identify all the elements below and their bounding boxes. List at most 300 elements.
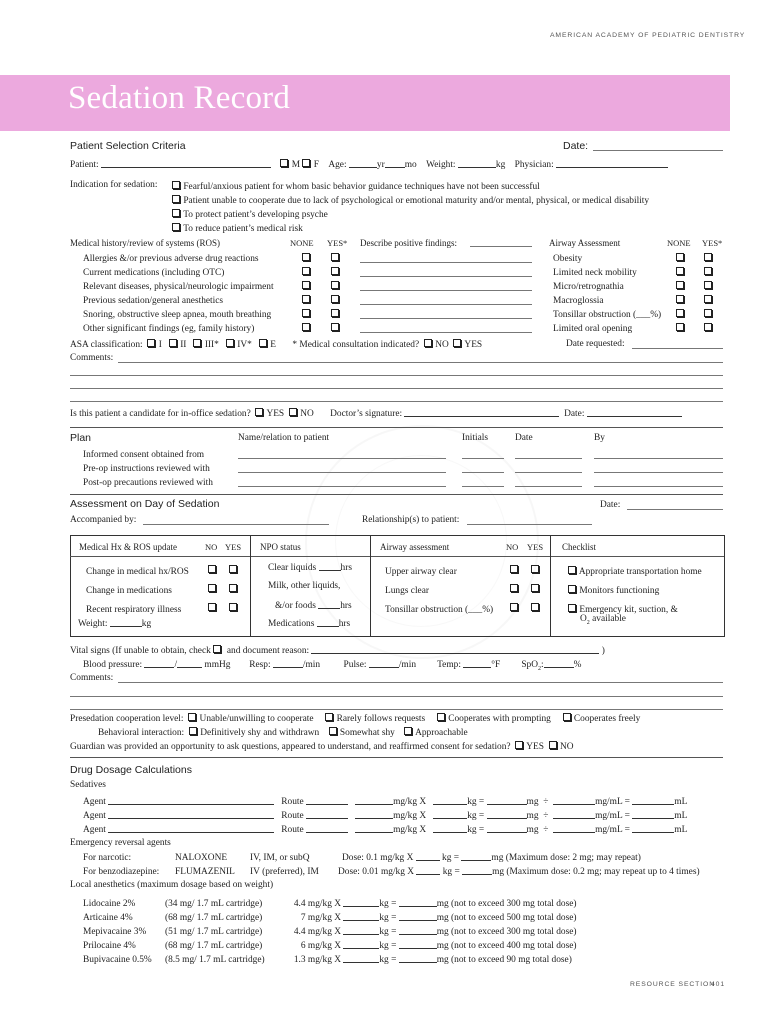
- divide-icon: ÷: [543, 811, 549, 821]
- bp-diastolic-field[interactable]: [177, 659, 202, 668]
- medhx-yes-checkbox[interactable]: [229, 584, 237, 592]
- asa-checkbox[interactable]: [147, 339, 155, 347]
- plan-name-field[interactable]: [238, 486, 446, 487]
- history-none-checkbox[interactable]: [302, 295, 310, 303]
- checklist-checkbox[interactable]: [568, 604, 576, 612]
- concentration-field[interactable]: [553, 824, 595, 833]
- plan-date-field[interactable]: [515, 486, 582, 487]
- airway-heading: Airway Assessment: [549, 238, 621, 248]
- local-name: Mepivacaine 3%: [83, 927, 147, 937]
- local-anesthetics-label: Local anesthetics (maximum dosage based on weight): [70, 880, 274, 890]
- local-dose: 7 mg/kg X: [300, 913, 341, 923]
- relationship-label: Relationship(s) to patient:: [362, 515, 460, 525]
- mgkgx-label: mg/kg X: [393, 811, 427, 821]
- airway-yes-checkbox[interactable]: [704, 267, 712, 275]
- airway-yes-checkboxes: [704, 252, 713, 336]
- route-label: Route: [281, 825, 304, 835]
- describe-field[interactable]: [470, 246, 532, 247]
- airway-none-checkbox[interactable]: [676, 267, 684, 275]
- asa-checkbox[interactable]: [169, 339, 177, 347]
- local-kg-field[interactable]: [343, 912, 379, 921]
- concentration-field[interactable]: [553, 796, 595, 805]
- plan-name-field[interactable]: [238, 472, 446, 473]
- local-limit: mg (not to exceed 90 mg total dose): [436, 955, 572, 965]
- local-limit: mg (not to exceed 300 mg total dose): [436, 927, 577, 937]
- kg-field[interactable]: [433, 810, 467, 819]
- assessment-airway-heading: Airway assessment: [380, 542, 450, 552]
- comments-line[interactable]: [70, 388, 723, 389]
- comments-label: Comments:: [70, 353, 114, 363]
- relationship-field[interactable]: [467, 524, 592, 525]
- reversal-label: Emergency reversal agents: [70, 838, 171, 848]
- airway-list: [553, 252, 661, 336]
- candidate-yes-checkbox[interactable]: [255, 408, 263, 416]
- local-kg-label: kg =: [379, 941, 397, 951]
- finding-line[interactable]: [360, 262, 532, 263]
- history-yes-header: YES*: [327, 238, 348, 248]
- sex-f-checkbox[interactable]: [302, 159, 310, 167]
- medhx-heading: Medical Hx & ROS update: [79, 542, 177, 552]
- mgml-eq-label: mg/mL =: [595, 797, 630, 807]
- behavior-checkbox[interactable]: [404, 727, 412, 735]
- guardian-label: Guardian was provided an opportunity to ask questions, appeared to understand, and reaffirmed consent for sedation?: [70, 742, 511, 752]
- comments-line[interactable]: [70, 375, 723, 376]
- presedation-option: Cooperates freely: [573, 714, 641, 724]
- airway-yes-header: YES*: [702, 238, 723, 248]
- history-none-checkbox[interactable]: [302, 253, 310, 261]
- doctor-signature-field[interactable]: [404, 408, 559, 417]
- spo2-field[interactable]: [544, 659, 574, 668]
- history-yes-checkbox[interactable]: [331, 295, 339, 303]
- spo2-label: SpO: [521, 660, 539, 670]
- local-dose: 6 mg/kg X: [300, 941, 341, 951]
- plan-row-label: Post-op precautions reviewed with: [83, 478, 213, 488]
- mg-field[interactable]: [487, 810, 527, 819]
- sex-m-checkbox[interactable]: [280, 159, 288, 167]
- checklist-checkbox[interactable]: [568, 585, 576, 593]
- section-divider: [70, 494, 723, 495]
- reversal-max: mg (Maximum dose: 0.2 mg; may repeat up to 4 times): [492, 867, 700, 877]
- temp-unit: °F: [491, 660, 501, 670]
- airway-none-checkbox[interactable]: [676, 323, 684, 331]
- medhx-no-checkbox[interactable]: [208, 584, 216, 592]
- o2-available: [580, 614, 626, 626]
- presedation-checkbox[interactable]: [437, 713, 445, 721]
- signature-date-label: Date:: [564, 409, 585, 419]
- page-title: Sedation Record: [68, 80, 291, 116]
- npo-field[interactable]: [318, 600, 340, 609]
- reversal-drug: NALOXONE: [175, 853, 228, 863]
- guardian-yes-checkbox[interactable]: [515, 741, 523, 749]
- plan-initials-field[interactable]: [462, 486, 504, 487]
- indication-list: [172, 180, 649, 236]
- dose-field[interactable]: [355, 824, 393, 833]
- consult-label: * Medical consultation indicated?: [292, 340, 420, 350]
- assessment-airway-no-checkbox[interactable]: [510, 565, 518, 573]
- reversal-kg-label: kg =: [442, 853, 460, 863]
- medhx-yes-header: YES: [225, 542, 242, 552]
- mg-field[interactable]: [487, 796, 527, 805]
- airway-item: Obesity: [553, 254, 583, 264]
- local-row: [83, 925, 577, 939]
- age-years-field[interactable]: [349, 159, 377, 168]
- mmhg-label: mmHg: [204, 660, 231, 670]
- agent-field[interactable]: [108, 810, 274, 819]
- concentration-field[interactable]: [553, 810, 595, 819]
- asa-checkbox[interactable]: [226, 339, 234, 347]
- vitals-reason-field[interactable]: [311, 645, 599, 654]
- consult-no-checkbox[interactable]: [424, 339, 432, 347]
- ml-field[interactable]: [632, 796, 674, 805]
- plan-initials-field[interactable]: [462, 458, 504, 459]
- date-field[interactable]: [593, 150, 723, 151]
- local-kg-label: kg =: [379, 955, 397, 965]
- assessment-airway-list: [385, 563, 493, 620]
- section-divider: [70, 757, 723, 758]
- asa-row: [70, 339, 482, 350]
- section-drug-dosage: Drug Dosage Calculations: [70, 764, 192, 776]
- ml-field[interactable]: [632, 810, 674, 819]
- presedation-checkbox[interactable]: [325, 713, 333, 721]
- assessment-airway-yes-header: YES: [527, 542, 544, 552]
- resp-label: Resp:: [249, 660, 271, 670]
- comments-field[interactable]: [118, 362, 723, 363]
- weight-field[interactable]: [458, 159, 496, 168]
- reversal-for: For benzodiazepine:: [83, 867, 160, 877]
- checklist-item[interactable]: [568, 582, 702, 601]
- local-kg-label: kg =: [379, 899, 397, 909]
- airway-none-checkbox[interactable]: [676, 295, 684, 303]
- guardian-yes-label: YES: [526, 742, 544, 752]
- history-list: [83, 252, 274, 336]
- asa-option: E: [270, 340, 276, 350]
- presedation-option: Rarely follows requests: [336, 714, 426, 724]
- plan-by-field[interactable]: [594, 472, 723, 473]
- assessment-airway-item: Upper airway clear: [385, 567, 457, 577]
- local-row: [83, 897, 577, 911]
- assessment-comments-field[interactable]: [118, 682, 723, 683]
- kg-field[interactable]: [433, 824, 467, 833]
- dose-field[interactable]: [355, 796, 393, 805]
- indication-checkbox[interactable]: [172, 223, 180, 231]
- mgkgx-label: mg/kg X: [393, 825, 427, 835]
- plan-date-field[interactable]: [515, 472, 582, 473]
- guardian-row: [70, 741, 574, 752]
- airway-yes-checkbox[interactable]: [704, 323, 712, 331]
- checklist-checkbox[interactable]: [568, 566, 576, 574]
- local-kg-field[interactable]: [343, 926, 379, 935]
- plan-col-name: Name/relation to patient: [238, 433, 330, 443]
- reversal-route: IV (preferred), IM: [250, 867, 319, 877]
- plan-by-field[interactable]: [594, 458, 723, 459]
- airway-none-checkbox[interactable]: [676, 253, 684, 261]
- local-mg-field[interactable]: [399, 940, 437, 949]
- describe-label: Describe positive findings:: [360, 238, 457, 248]
- checklist-item[interactable]: [568, 563, 702, 582]
- assessment-airway-no-checkbox[interactable]: [510, 603, 518, 611]
- plan-initials-field[interactable]: [462, 472, 504, 473]
- medhx-yes-checkbox[interactable]: [229, 565, 237, 573]
- indication-item[interactable]: [172, 180, 649, 194]
- accompanied-field[interactable]: [143, 524, 329, 525]
- candidate-row: [70, 408, 682, 419]
- mgml-eq-label: mg/mL =: [595, 811, 630, 821]
- assessment-date-label: Date:: [600, 500, 621, 510]
- airway-item: Micro/retrognathia: [553, 282, 624, 292]
- kg-eq-label: kg =: [467, 797, 485, 807]
- npo-item: [268, 618, 350, 629]
- reversal-kg-field[interactable]: [416, 866, 440, 875]
- dose-field[interactable]: [355, 810, 393, 819]
- finding-line[interactable]: [360, 304, 532, 305]
- route-field[interactable]: [306, 796, 348, 805]
- patient-name-field[interactable]: [101, 159, 271, 168]
- medhx-no-checkbox[interactable]: [208, 565, 216, 573]
- agent-label: Agent: [83, 811, 106, 821]
- checklist-text: Appropriate transportation home: [578, 567, 702, 577]
- date-label: Date:: [563, 140, 589, 152]
- local-limit: mg (not to exceed 400 mg total dose): [436, 941, 577, 951]
- local-name: Articaine 4%: [83, 913, 133, 923]
- behavior-checkbox[interactable]: [189, 727, 197, 735]
- history-yes-checkbox[interactable]: [331, 323, 339, 331]
- history-none-checkbox[interactable]: [302, 281, 310, 289]
- route-field[interactable]: [306, 824, 348, 833]
- signature-date-field[interactable]: [587, 408, 682, 417]
- assessment-airway-yes-checkbox[interactable]: [531, 565, 539, 573]
- behavior-option: Definitively shy and withdrawn: [200, 728, 320, 738]
- airway-item: Limited neck mobility: [553, 268, 637, 278]
- finding-line[interactable]: [360, 318, 532, 319]
- local-mg-field[interactable]: [399, 926, 437, 935]
- reversal-max: mg (Maximum dose: 2 mg; may repeat): [491, 853, 641, 863]
- indication-text: To protect patient’s developing psyche: [183, 210, 328, 220]
- plan-col-initials: Initials: [462, 433, 489, 443]
- reversal-kg-field[interactable]: [416, 852, 440, 861]
- reversal-mg-field[interactable]: [461, 852, 491, 861]
- indication-item[interactable]: [172, 208, 649, 222]
- resp-unit: /min: [302, 660, 321, 670]
- medhx-no-checkbox[interactable]: [208, 603, 216, 611]
- plan-by-field[interactable]: [594, 486, 723, 487]
- doctor-signature-label: Doctor’s signature:: [330, 409, 403, 419]
- airway-none-checkbox[interactable]: [676, 281, 684, 289]
- route-field[interactable]: [306, 810, 348, 819]
- agent-label: Agent: [83, 825, 106, 835]
- asa-option: I: [158, 340, 162, 350]
- assessment-airway-item: Lungs clear: [385, 586, 429, 596]
- airway-yes-checkbox[interactable]: [704, 295, 712, 303]
- asa-label: ASA classification:: [70, 340, 143, 350]
- local-mg-field[interactable]: [399, 912, 437, 921]
- npo-field[interactable]: [319, 562, 341, 571]
- assessment-airway-item: Tonsillar obstruction (___%): [385, 605, 494, 615]
- assessment-comments-line[interactable]: [70, 709, 723, 710]
- plan-name-field[interactable]: [238, 458, 446, 459]
- indication-text: Patient unable to cooperate due to lack of psychological or emotional maturity and/or mental, physical, or medical disability: [183, 196, 650, 206]
- assessment-date-field[interactable]: [627, 509, 723, 510]
- npo-item: [268, 562, 352, 573]
- reversal-mg-field[interactable]: [462, 866, 492, 875]
- plan-row-label: Pre-op instructions reviewed with: [83, 464, 210, 474]
- footer-section: RESOURCE SECTION: [630, 981, 716, 988]
- bp-systolic-field[interactable]: [144, 659, 174, 668]
- temp-label: Temp:: [437, 660, 461, 670]
- sedative-row: [83, 795, 687, 809]
- airway-yes-checkbox[interactable]: [704, 281, 712, 289]
- date-requested-field[interactable]: [632, 348, 723, 349]
- pulse-unit: /min: [398, 660, 417, 670]
- agent-field[interactable]: [108, 796, 274, 805]
- ml-field[interactable]: [632, 824, 674, 833]
- local-rows: [83, 897, 577, 967]
- airway-yes-checkbox[interactable]: [704, 309, 712, 317]
- history-none-checkbox[interactable]: [302, 309, 310, 317]
- history-item: Previous sedation/general anesthetics: [83, 296, 224, 306]
- mg-field[interactable]: [487, 824, 527, 833]
- reversal-route: IV, IM, or subQ: [250, 853, 310, 863]
- local-name: Lidocaine 2%: [83, 899, 136, 909]
- spo2-subscript: 2: [538, 665, 542, 672]
- history-none-checkbox[interactable]: [302, 323, 310, 331]
- section-divider: [70, 427, 723, 428]
- plan-date-field[interactable]: [515, 458, 582, 459]
- finding-line[interactable]: [360, 332, 532, 333]
- history-item: Relevant diseases, physical/neurologic impairment: [83, 282, 274, 292]
- asa-checkbox[interactable]: [259, 339, 267, 347]
- local-limit: mg (not to exceed 500 mg total dose): [436, 913, 577, 923]
- assessment-comments-line[interactable]: [70, 696, 723, 697]
- reversal-dose: Dose: 0.1 mg/kg X: [342, 853, 414, 863]
- candidate-no-checkbox[interactable]: [289, 408, 297, 416]
- assessment-airway-yes-checkbox[interactable]: [531, 603, 539, 611]
- page-number: 401: [711, 981, 726, 988]
- vitals-doc-label: and document reason:: [226, 646, 310, 656]
- agent-field[interactable]: [108, 824, 274, 833]
- plan-col-date: Date: [515, 433, 533, 443]
- vitals-unable-checkbox[interactable]: [213, 645, 221, 653]
- candidate-yes-label: YES: [266, 409, 285, 419]
- consult-yes-checkbox[interactable]: [453, 339, 461, 347]
- history-item: Other significant findings (eg, family history): [83, 324, 255, 334]
- npo-label: Medications: [268, 619, 315, 629]
- finding-line[interactable]: [360, 276, 532, 277]
- kg-field[interactable]: [433, 796, 467, 805]
- behavior-label: Behavioral interaction:: [98, 728, 185, 738]
- assessment-weight-field[interactable]: [110, 618, 142, 627]
- assessment-airway-no-checkbox[interactable]: [510, 584, 518, 592]
- assessment-airway-no-header: NO: [506, 542, 519, 552]
- assessment-table-header-rule: [70, 556, 724, 557]
- ml-label: mL: [674, 825, 688, 835]
- history-yes-checkbox[interactable]: [331, 309, 339, 317]
- comments-line[interactable]: [70, 401, 723, 402]
- reversal-row: [83, 852, 641, 863]
- local-name: Prilocaine 4%: [83, 941, 136, 951]
- npo-label: &/or foods: [275, 601, 316, 611]
- indication-checkbox[interactable]: [172, 181, 180, 189]
- history-yes-checkbox[interactable]: [331, 281, 339, 289]
- age-label: Age:: [328, 160, 347, 170]
- weight-label: Weight:: [426, 160, 456, 170]
- mg-label: mg: [526, 797, 539, 807]
- reversal-kg-label: kg =: [442, 867, 460, 877]
- local-kg-label: kg =: [379, 913, 397, 923]
- medhx-yes-checkbox[interactable]: [229, 603, 237, 611]
- org-name: AMERICAN ACADEMY OF PEDIATRIC DENTISTRY: [550, 32, 746, 39]
- patient-label: Patient:: [70, 160, 99, 170]
- local-limit: mg (not to exceed 300 mg total dose): [436, 899, 577, 909]
- local-mg-field[interactable]: [399, 954, 437, 963]
- physician-field[interactable]: [556, 159, 668, 168]
- behavior-option: Approachable: [415, 728, 468, 738]
- npo-field[interactable]: [317, 618, 339, 627]
- indication-checkbox[interactable]: [172, 195, 180, 203]
- sedative-rows: [83, 795, 687, 837]
- sex-m-label: M: [291, 160, 301, 170]
- indication-item[interactable]: [172, 194, 649, 208]
- history-heading: Medical history/review of systems (ROS): [70, 238, 220, 248]
- local-kg-field[interactable]: [343, 898, 379, 907]
- local-kg-field[interactable]: [343, 940, 379, 949]
- history-yes-checkbox[interactable]: [331, 253, 339, 261]
- pulse-field[interactable]: [369, 659, 399, 668]
- local-row: [83, 939, 577, 953]
- checklist-list: [568, 563, 702, 620]
- section-plan: Plan: [70, 432, 92, 444]
- presedation-checkbox[interactable]: [563, 713, 571, 721]
- plan-rows: [83, 448, 213, 490]
- assessment-airway-yes-checkbox[interactable]: [531, 584, 539, 592]
- temp-field[interactable]: [463, 659, 491, 668]
- behavior-checkbox[interactable]: [329, 727, 337, 735]
- accompanied-label: Accompanied by:: [70, 515, 137, 525]
- assessment-weight-label: Weight:: [78, 619, 108, 629]
- assessment-col-divider: [370, 535, 371, 636]
- assessment-comments-label: Comments:: [70, 673, 114, 683]
- history-item: Snoring, obstructive sleep apnea, mouth breathing: [83, 310, 272, 320]
- presedation-checkbox[interactable]: [188, 713, 196, 721]
- medhx-item: Change in medications: [86, 586, 172, 596]
- npo-item: Milk, other liquids,: [268, 581, 341, 591]
- history-yes-checkboxes: [331, 252, 340, 336]
- guardian-no-checkbox[interactable]: [549, 741, 557, 749]
- age-months-field[interactable]: [385, 159, 405, 168]
- indication-item[interactable]: [172, 222, 649, 236]
- npo-item: [275, 600, 352, 611]
- local-mg-field[interactable]: [399, 898, 437, 907]
- indication-checkbox[interactable]: [172, 209, 180, 217]
- checklist-heading: Checklist: [562, 542, 596, 552]
- airway-yes-checkbox[interactable]: [704, 253, 712, 261]
- history-none-checkbox[interactable]: [302, 267, 310, 275]
- finding-line[interactable]: [360, 290, 532, 291]
- ml-label: mL: [674, 797, 688, 807]
- candidate-label: Is this patient a candidate for in-office sedation?: [70, 409, 251, 419]
- resp-field[interactable]: [273, 659, 303, 668]
- local-name: Bupivacaine 0.5%: [83, 955, 152, 965]
- history-yes-checkbox[interactable]: [331, 267, 339, 275]
- local-kg-field[interactable]: [343, 954, 379, 963]
- asa-option: IV*: [237, 340, 252, 350]
- medhx-item: Recent respiratory illness: [86, 605, 182, 615]
- asa-checkbox[interactable]: [193, 339, 201, 347]
- guardian-no-label: NO: [560, 742, 574, 752]
- divide-icon: ÷: [543, 825, 549, 835]
- mg-label: mg: [526, 825, 539, 835]
- ml-label: mL: [674, 811, 688, 821]
- airway-none-checkbox[interactable]: [676, 309, 684, 317]
